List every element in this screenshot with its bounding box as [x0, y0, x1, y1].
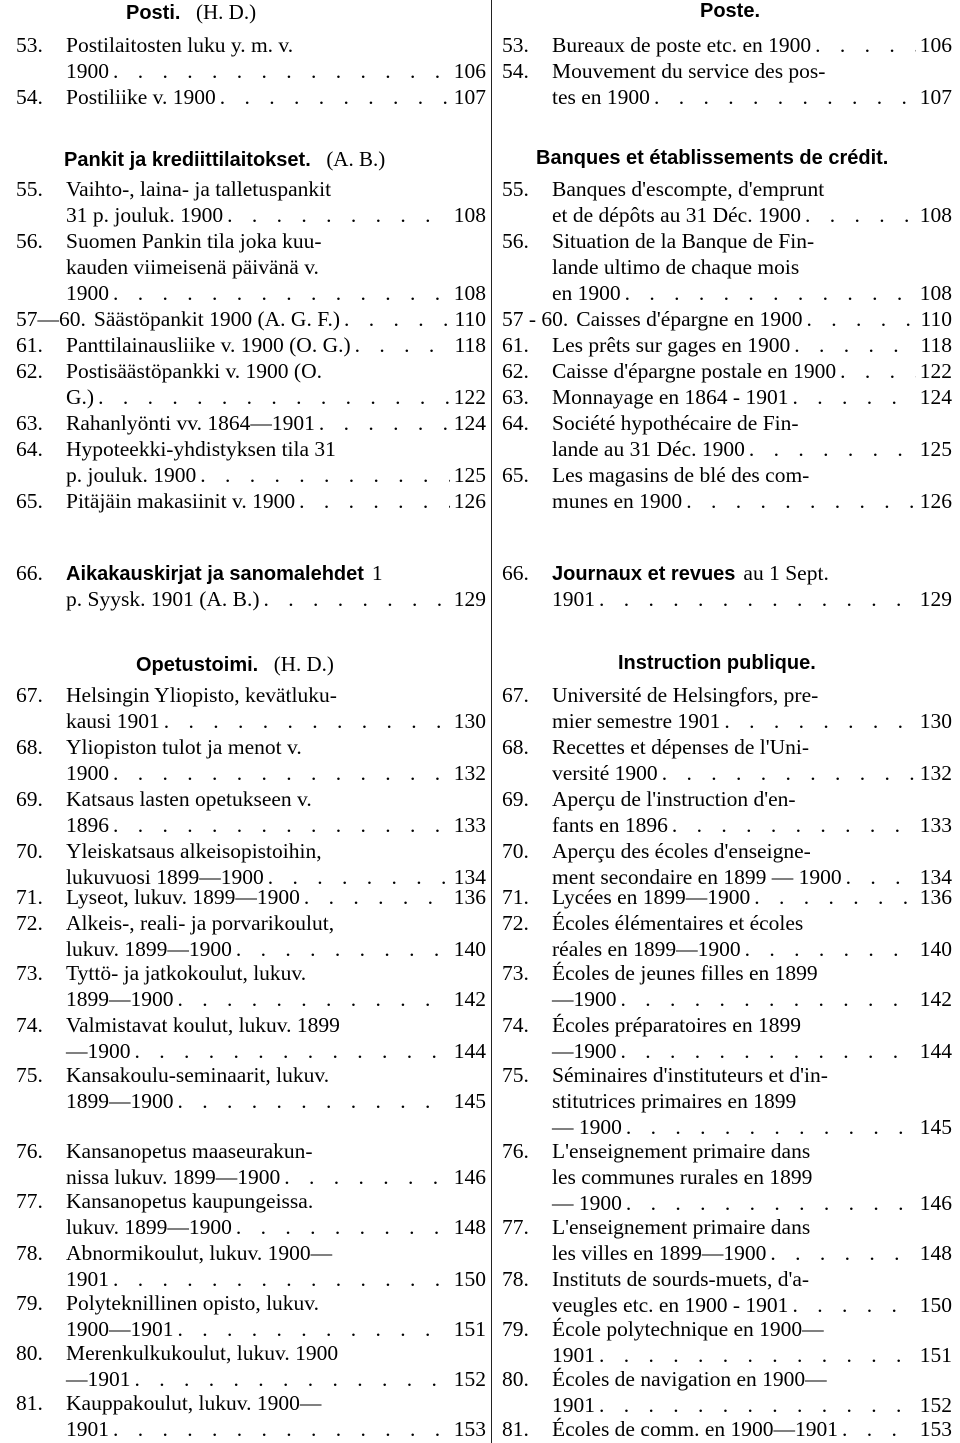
toc-entry-72[interactable]: 72. Alkeis-, reali- ja porvarikoulut, lukuv. 1899—1900 . . . 140 [16, 910, 486, 962]
toc-entry-55-fr[interactable]: 55. Banques d'escompte, d'emprunt et de dépôts au 31 Déc. 1900 . . . 108 [502, 176, 952, 228]
toc-entry-64-fr[interactable]: 64. Société hypothécaire de Fin- lande au 31 Déc. 1900 . . . 125 [502, 410, 952, 462]
section-heading-poste: Poste. [700, 0, 761, 22]
toc-entry-70[interactable]: 70. Yleiskatsaus alkeisopistoihin, lukuvuosi 1899—1900 . . . 134 [16, 838, 486, 890]
toc-entry-76[interactable]: 76. Kansanopetus maaseurakun- nissa lukuv. 1899—1900 . . . 146 [16, 1138, 486, 1190]
toc-entry-63-fr[interactable]: 63. Monnayage en 1864 - 1901 . . . 124 [502, 384, 952, 410]
toc-entry-69[interactable]: 69. Katsaus lasten opetukseen v. 1896 . . . 133 [16, 786, 486, 838]
toc-entry-78[interactable]: 78. Abnormikoulut, lukuv. 1900— 1901 . . . 150 [16, 1240, 486, 1292]
toc-entry-73-fr[interactable]: 73. Écoles de jeunes filles en 1899 —1900 . . . 142 [502, 960, 952, 1012]
toc-entry-72-fr[interactable]: 72. Écoles élémentaires et écoles réales en 1899—1900 . . . 140 [502, 910, 952, 962]
section-heading-opetustoimi: Opetustoimi. (H. D.) [136, 652, 334, 676]
toc-entry-77-fr[interactable]: 77. L'enseignement primaire dans les villes en 1899—1900 . . . 148 [502, 1214, 952, 1266]
toc-entry-67-fr[interactable]: 67. Université de Helsingfors, pre- mier semestre 1901 . . . 130 [502, 682, 952, 734]
toc-entry-68-fr[interactable]: 68. Recettes et dépenses de l'Uni- versité 1900 . . . 132 [502, 734, 952, 786]
toc-entry-74-fr[interactable]: 74. Écoles préparatoires en 1899 —1900 . . . 144 [502, 1012, 952, 1064]
toc-entry-53-fr[interactable]: 53. Bureaux de poste etc. en 1900 . . . 106 [502, 32, 952, 58]
toc-entry-57-60-fr[interactable]: 57 - 60. Caisses d'épargne en 1900 . . . 110 [502, 306, 952, 332]
toc-entry-68[interactable]: 68. Yliopiston tulot ja menot v. 1900 . . . 132 [16, 734, 486, 786]
toc-entry-66-fr[interactable]: 66. Journaux et revues au 1 Sept. 1901 . . . 129 [502, 560, 952, 612]
toc-entry-73[interactable]: 73. Tyttö- ja jatkokoulut, lukuv. 1899—1900 . . . 142 [16, 960, 486, 1012]
column-divider [491, 0, 492, 1443]
toc-entry-79[interactable]: 79. Polyteknillinen opisto, lukuv. 1900—1901 . . . 151 [16, 1290, 486, 1342]
toc-entry-65-fr[interactable]: 65. Les magasins de blé des com- munes en 1900 . . . 126 [502, 462, 952, 514]
toc-entry-61-fr[interactable]: 61. Les prêts sur gages en 1900 . . . 118 [502, 332, 952, 358]
toc-entry-65[interactable]: 65. Pitäjäin makasiinit v. 1900 . . . 126 [16, 488, 486, 514]
toc-entry-69-fr[interactable]: 69. Aperçu de l'instruction d'en- fants en 1896 . . . 133 [502, 786, 952, 838]
toc-entry-67[interactable]: 67. Helsingin Yliopisto, kevätluku- kausi 1901 . . . 130 [16, 682, 486, 734]
toc-entry-71[interactable]: 71. Lyseot, lukuv. 1899—1900 . . . 136 [16, 884, 486, 910]
toc-entry-79-fr[interactable]: 79. École polytechnique en 1900— 1901 . . . 151 [502, 1316, 952, 1368]
toc-entry-70-fr[interactable]: 70. Aperçu des écoles d'enseigne- ment secondaire en 1899 — 1900 . . . 134 [502, 838, 952, 890]
toc-entry-62[interactable]: 62. Postisäästöpankki v. 1900 (O. G.) . . . 122 [16, 358, 486, 410]
toc-entry-61[interactable]: 61. Panttilainausliike v. 1900 (O. G.) . . . 118 [16, 332, 486, 358]
toc-entry-75[interactable]: 75. Kansakoulu-seminaarit, lukuv. 1899—1900 . . . 145 [16, 1062, 486, 1114]
toc-entry-80-fr[interactable]: 80. Écoles de navigation en 1900— 1901 . . . 152 [502, 1366, 952, 1418]
section-heading-instruction: Instruction publique. [618, 652, 816, 674]
toc-entry-53[interactable]: 53. Postilaitosten luku y. m. v. 1900 . . . 106 [16, 32, 486, 84]
section-heading-posti: Posti. (H. D.) [126, 0, 257, 24]
toc-entry-74[interactable]: 74. Valmistavat koulut, lukuv. 1899 —1900 . . . 144 [16, 1012, 486, 1064]
toc-entry-64[interactable]: 64. Hypoteekki-yhdistyksen tila 31 p. jouluk. 1900 . . . 125 [16, 436, 486, 488]
toc-entry-55[interactable]: 55. Vaihto-, laina- ja talletuspankit 31 p. jouluk. 1900 . . . 108 [16, 176, 486, 228]
toc-entry-81-fr[interactable]: 81. Écoles de comm. en 1900—1901 . . . 153 [502, 1416, 952, 1442]
finnish-column [16, 0, 486, 1443]
toc-entry-54[interactable]: 54. Postiliike v. 1900 . . . 107 [16, 84, 486, 110]
toc-entry-76-fr[interactable]: 76. L'enseignement primaire dans les communes rurales en 1899 — 1900 . . . 146 [502, 1138, 952, 1216]
toc-entry-75-fr[interactable]: 75. Séminaires d'instituteurs et d'in- stitutrices primaires en 1899 — 1900 . . . 145 [502, 1062, 952, 1140]
toc-entry-71-fr[interactable]: 71. Lycées en 1899—1900 . . . 136 [502, 884, 952, 910]
section-heading-pankit: Pankit ja krediittilaitokset. (A. B.) [64, 147, 386, 171]
toc-entry-62-fr[interactable]: 62. Caisse d'épargne postale en 1900 . . . 122 [502, 358, 952, 384]
toc-entry-77[interactable]: 77. Kansanopetus kaupungeissa. lukuv. 1899—1900 . . . 148 [16, 1188, 486, 1240]
toc-entry-56[interactable]: 56. Suomen Pankin tila joka kuu- kauden viimeisenä päivänä v. 1900 . . . 108 [16, 228, 486, 306]
french-column [502, 0, 952, 1443]
toc-entry-56-fr[interactable]: 56. Situation de la Banque de Fin- lande ultimo de chaque mois en 1900 . . . 108 [502, 228, 952, 306]
toc-entry-66[interactable]: 66. Aikakauskirjat ja sanomalehdet 1 p. Syysk. 1901 (A. B.) . . . 129 [16, 560, 486, 612]
toc-entry-54-fr[interactable]: 54. Mouvement du service des pos- tes en 1900 . . . 107 [502, 58, 952, 110]
toc-entry-63[interactable]: 63. Rahanlyönti vv. 1864—1901 . . . 124 [16, 410, 486, 436]
toc-entry-78-fr[interactable]: 78. Instituts de sourds-muets, d'a- veugles etc. en 1900 - 1901 . . . 150 [502, 1266, 952, 1318]
toc-entry-81[interactable]: 81. Kauppakoulut, lukuv. 1900— 1901 . . . 153 [16, 1390, 486, 1442]
toc-entry-80[interactable]: 80. Merenkulkukoulut, lukuv. 1900 —1901 . . . 152 [16, 1340, 486, 1392]
toc-entry-57-60[interactable]: 57—60. Säästöpankit 1900 (A. G. F.) . . . 110 [16, 306, 486, 332]
section-heading-banques: Banques et établissements de crédit. [536, 147, 889, 169]
